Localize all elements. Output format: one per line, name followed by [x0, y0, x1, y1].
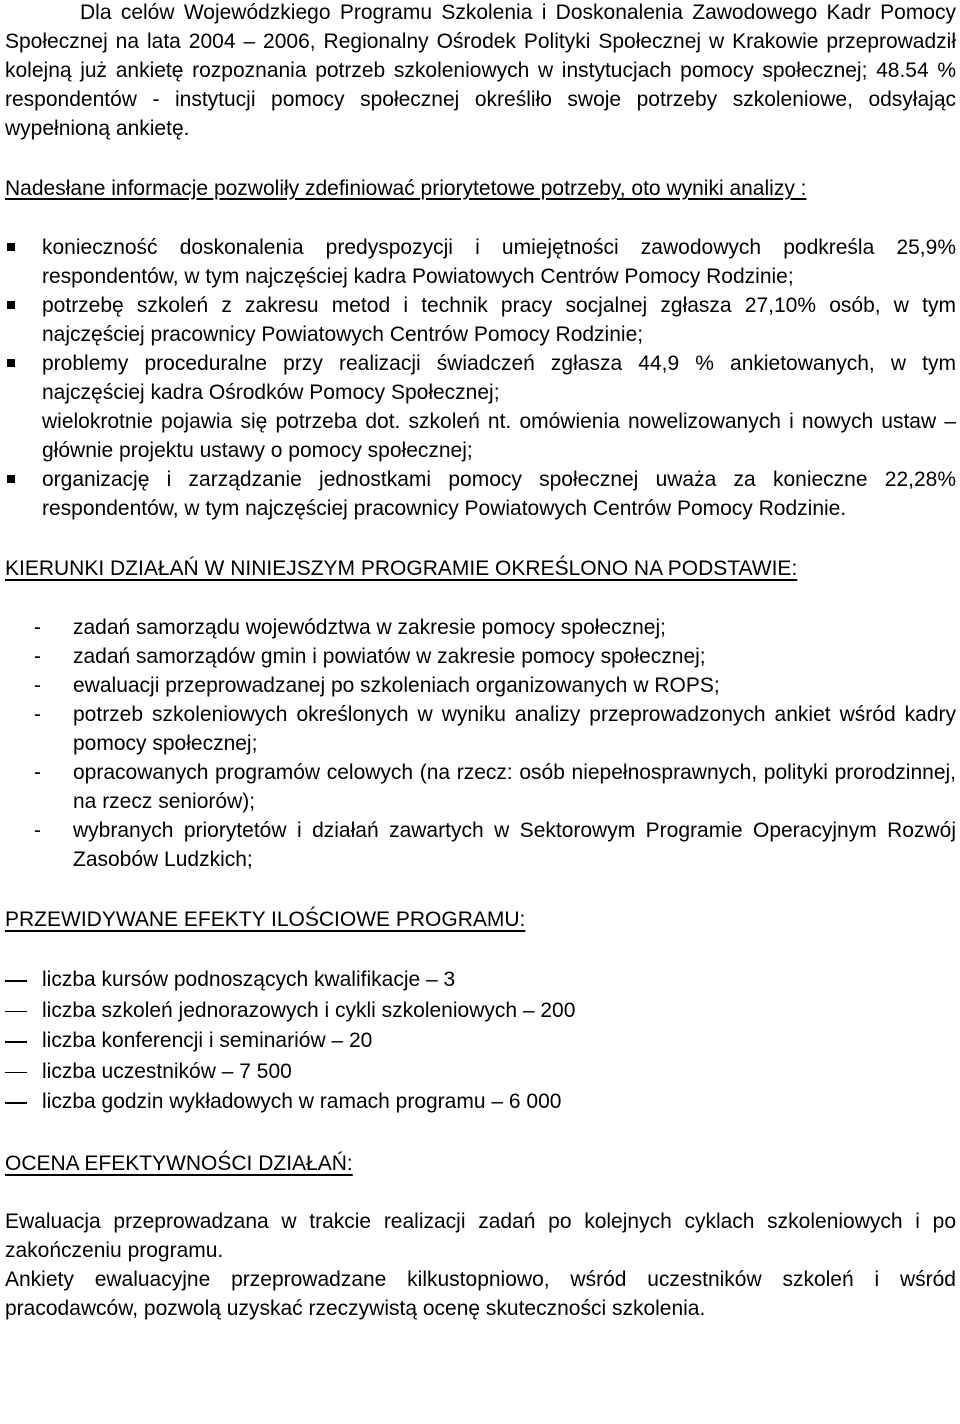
list-item-text: liczba szkoleń jednorazowych i cykli szkoleniowych – 200	[42, 998, 576, 1022]
list-item-text: zadań samorządów gmin i powiatów w zakresie pomocy społecznej;	[73, 645, 706, 668]
list-item	[5, 1026, 956, 1057]
effects-heading: PRZEWIDYWANE EFEKTY ILOŚCIOWE PROGRAMU:	[5, 908, 526, 931]
directions-list	[5, 613, 956, 874]
list-item	[5, 816, 956, 874]
long-dash-bullet-icon	[5, 980, 27, 982]
list-item-text: liczba godzin wykładowych w ramach programu – 6 000	[42, 1090, 562, 1113]
dash-bullet: -	[34, 616, 41, 639]
dash-bullet: -	[34, 645, 41, 668]
list-item	[5, 407, 956, 465]
list-item-text: liczba uczestników – 7 500	[42, 1059, 292, 1083]
square-bullet-icon	[7, 359, 15, 367]
list-item-text: opracowanych programów celowych (na rzecz: osób niepełnosprawnych, polityki prorodzinnej, na rzecz seniorów);	[73, 761, 956, 813]
evaluation-paragraph: Ankiety ewaluacyjne przeprowadzane kilkustopniowo, wśród uczestników szkoleń i wśród pracodawców, pozwolą uzyskać rzeczywistą ocenę skuteczności szkolenia.	[5, 1267, 956, 1320]
analysis-list	[5, 233, 956, 523]
evaluation-heading: OCENA EFEKTYWNOŚCI DZIAŁAŃ:	[5, 1151, 353, 1175]
long-dash-bullet-icon	[5, 1011, 27, 1013]
list-item	[5, 700, 956, 758]
list-item-text: liczba kursów podnoszących kwalifikacje – 3	[42, 968, 456, 991]
list-item	[5, 758, 956, 816]
square-bullet-icon	[7, 301, 15, 309]
long-dash-bullet-icon	[5, 1041, 27, 1043]
list-item-text: organizację i zarządzanie jednostkami pomocy społecznej uważa za konieczne 22,28% respondentów, w tym najczęściej pracownicy Powiatowych Centrów Pomocy Rodzinie.	[42, 468, 956, 520]
list-item-text: potrzebę szkoleń z zakresu metod i technik pracy socjalnej zgłasza 27,10% osób, w tym najczęściej pracownicy Powiatowych Centrów Pomocy Rodzinie;	[42, 294, 956, 346]
list-item	[5, 349, 956, 407]
list-item-text: wybranych priorytetów i działań zawartych w Sektorowym Programie Operacyjnym Rozwój Zasobów Ludzkich;	[73, 819, 956, 871]
list-item-text: konieczność doskonalenia predyspozycji i umiejętności zawodowych podkreśla 25,9% respondentów, w tym najczęściej kadra Powiatowych Centrów Pomocy Rodzinie;	[42, 236, 956, 288]
list-item	[5, 671, 956, 700]
list-item-text: problemy proceduralne przy realizacji świadczeń zgłasza 44,9 % ankietowanych, w tym najczęściej kadra Ośrodków Pomocy Społecznej;	[42, 352, 956, 404]
long-dash-bullet-icon	[5, 1072, 27, 1074]
list-item	[5, 1057, 956, 1088]
list-item	[5, 233, 956, 291]
document-page	[5, 0, 956, 1323]
list-item	[5, 642, 956, 671]
intro-paragraph: Dla celów Wojewódzkiego Programu Szkolenia i Doskonalenia Zawodowego Kadr Pomocy Społecznej na lata 2004 – 2006, Regionalny Ośrodek Polityki Społecznej w Krakowie przeprowadził kolejną już ankietę rozpoznania potrzeb szkoleniowych w instytucjach pomocy społecznej; 48.54 % respondentów - instytucji pomocy społecznej określiło swoje potrzeby szkoleniowe, odsyłając wypełnioną ankietę.	[5, 1, 956, 140]
square-bullet-icon	[7, 243, 15, 251]
list-item-text: wielokrotnie pojawia się potrzeba dot. szkoleń nt. omówienia nowelizowanych i nowych ustaw – głównie projektu ustawy o pomocy społecznej;	[42, 410, 956, 462]
evaluation-paragraph: Ewaluacja przeprowadzana w trakcie realizacji zadań po kolejnych cyklach szkoleniowych i po zakończeniu programu.	[5, 1209, 956, 1262]
dash-bullet: -	[34, 674, 41, 697]
dash-bullet: -	[34, 703, 41, 726]
list-item-text: liczba konferencji i seminariów – 20	[42, 1029, 373, 1052]
list-item-text: potrzeb szkoleniowych określonych w wyniku analizy przeprowadzonych ankiet wśród kadry pomocy społecznej;	[73, 703, 956, 755]
list-item	[5, 965, 956, 996]
list-item	[5, 291, 956, 349]
list-item-text: zadań samorządu województwa w zakresie pomocy społecznej;	[73, 616, 666, 639]
list-item	[5, 465, 956, 523]
long-dash-bullet-icon	[5, 1102, 27, 1104]
dash-bullet: -	[34, 819, 41, 842]
list-item	[5, 996, 956, 1027]
list-item	[5, 1087, 956, 1118]
directions-heading: KIERUNKI DZIAŁAŃ W NINIEJSZYM PROGRAMIE OKREŚLONO NA PODSTAWIE:	[5, 557, 798, 580]
list-item	[5, 613, 956, 642]
dash-bullet: -	[34, 761, 41, 784]
list-item-text: ewaluacji przeprowadzanej po szkoleniach organizowanych w ROPS;	[73, 674, 720, 697]
analysis-lead: Nadesłane informacje pozwoliły zdefiniować priorytetowe potrzeby, oto wyniki analizy :	[5, 177, 807, 200]
square-bullet-icon	[7, 475, 15, 483]
effects-list	[5, 965, 956, 1118]
